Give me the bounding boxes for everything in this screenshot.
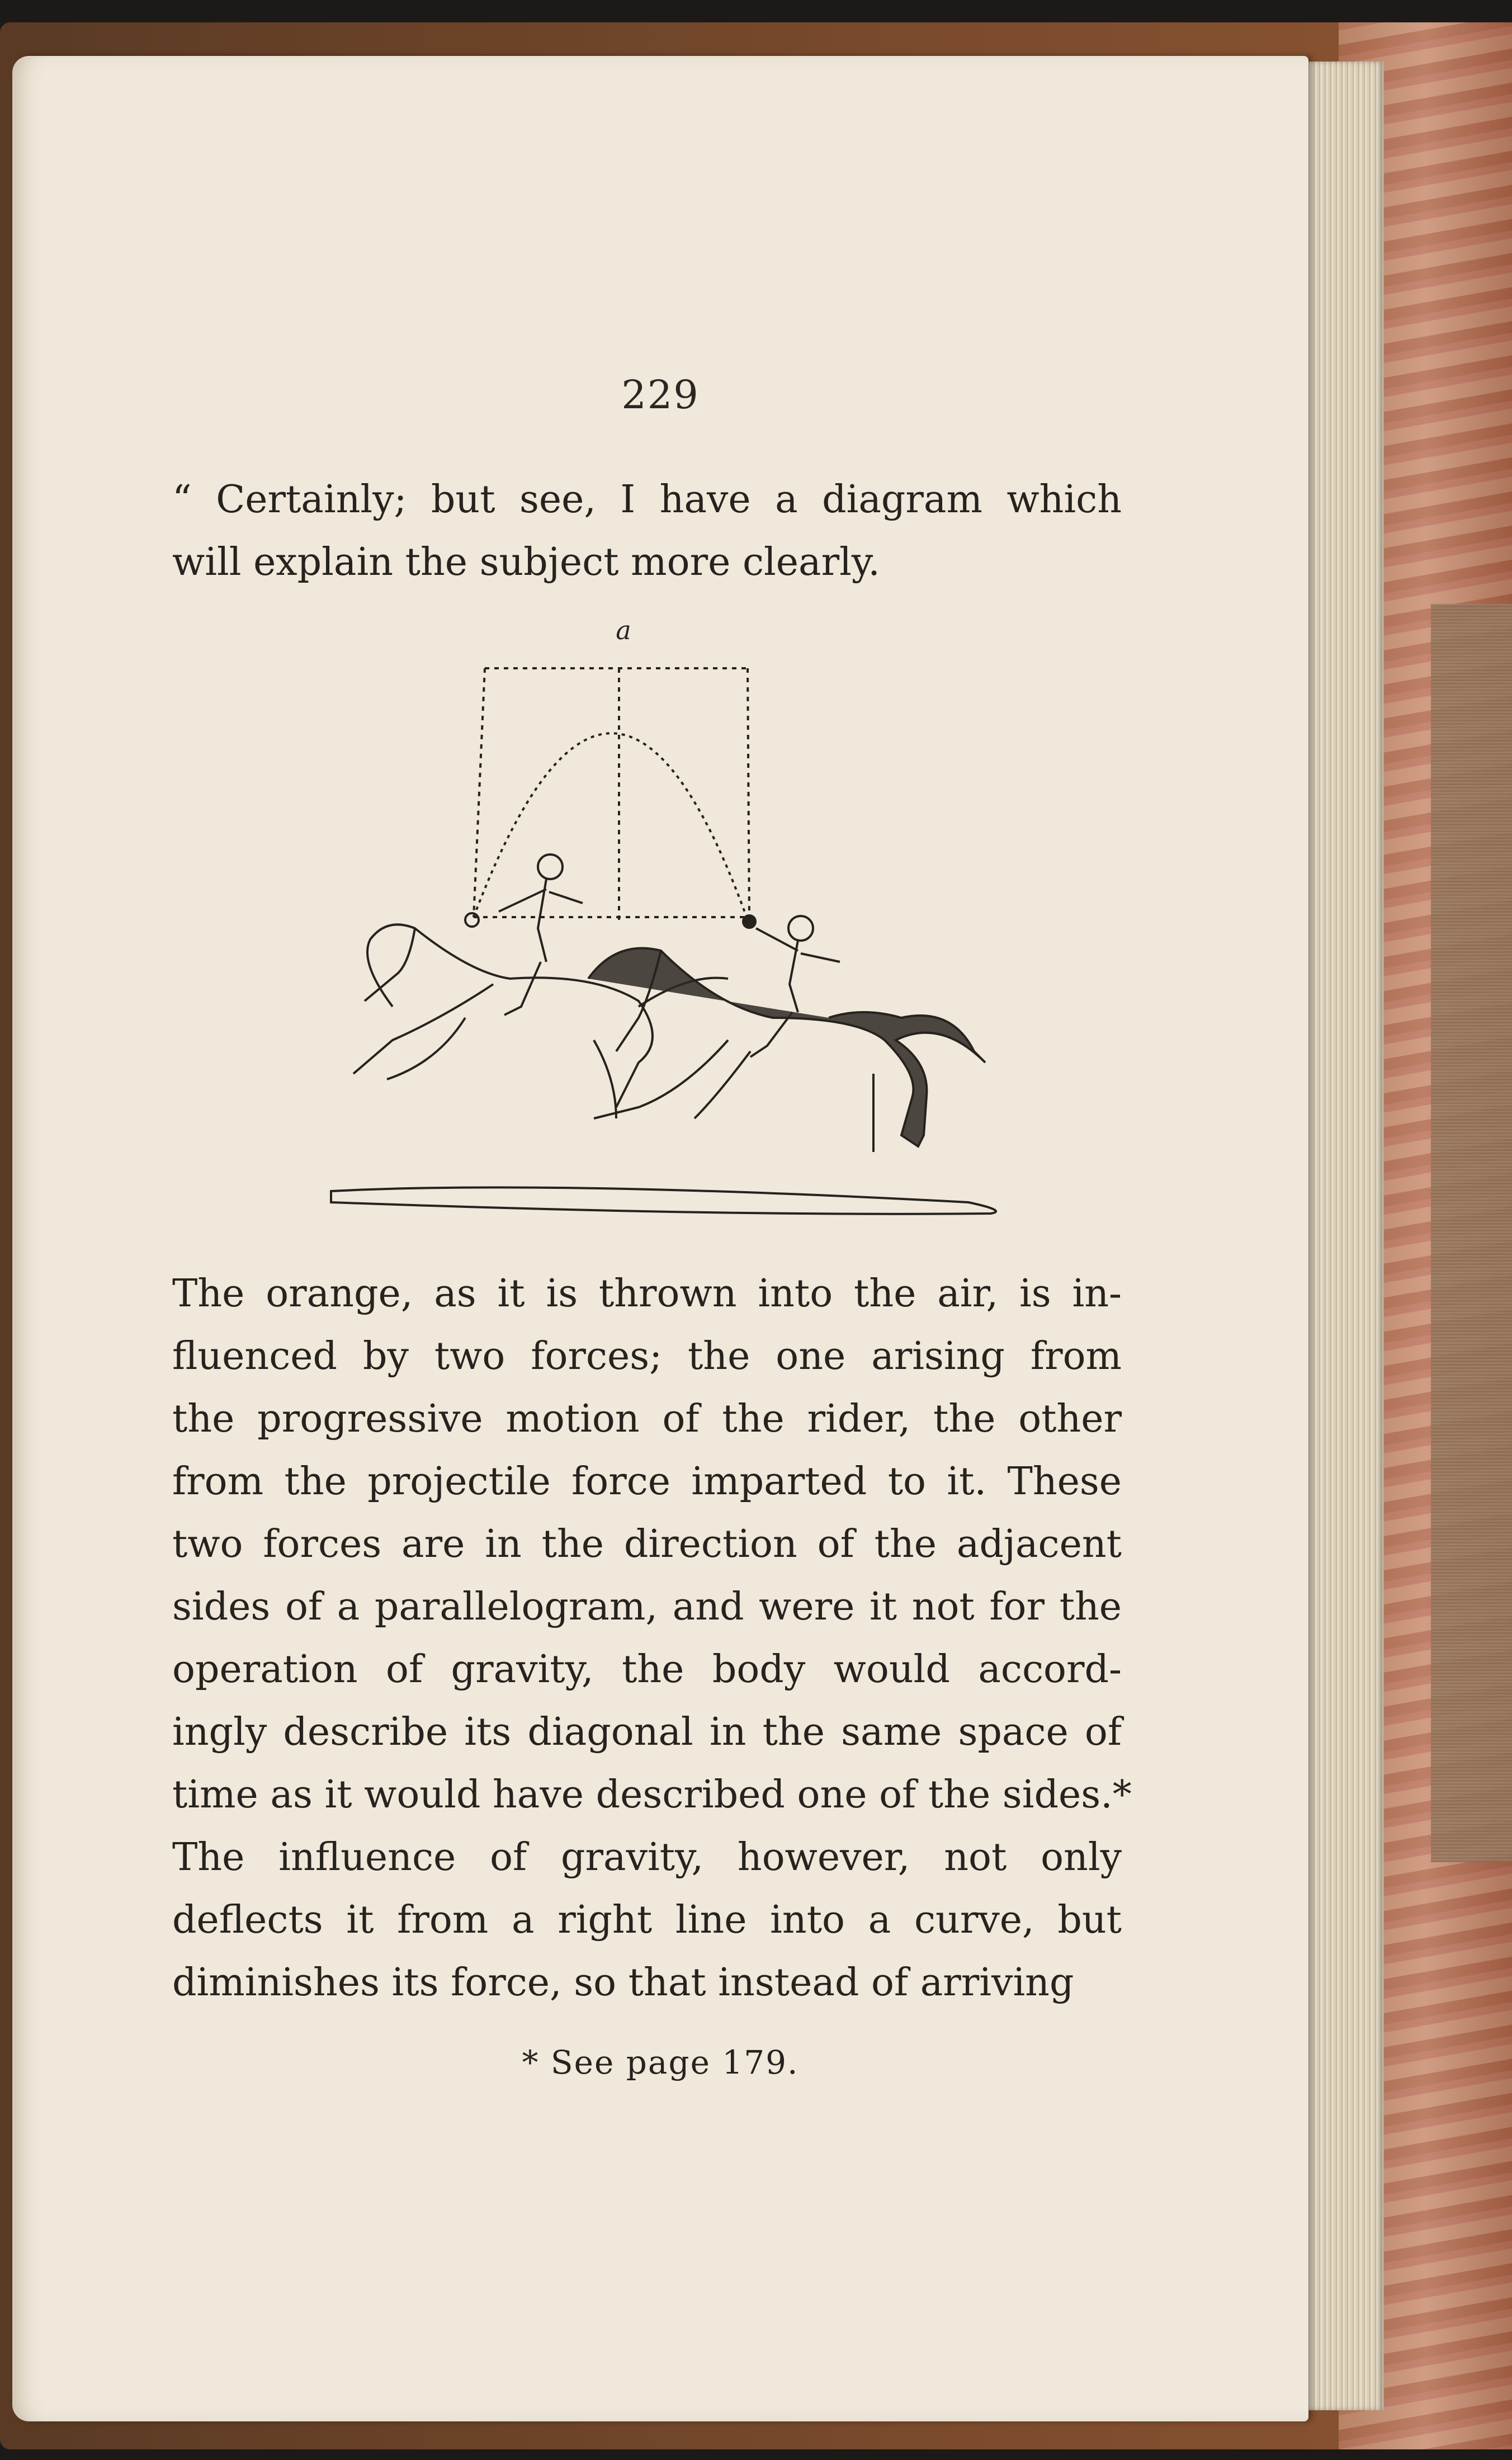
text-line: operation of gravity, the body would accord-: [172, 1647, 1122, 1692]
horse-riders-parabola-illustration: [325, 615, 1024, 1241]
text-line: two forces are in the direction of the adjacent: [172, 1522, 1122, 1566]
ground-line-icon: [331, 1187, 996, 1214]
text-line: fluenced by two forces; the one arising from: [172, 1334, 1122, 1378]
text-line: The orange, as it is thrown into the air, is in-: [172, 1272, 1122, 1316]
text-line: from the projectile force imparted to it. These: [172, 1460, 1122, 1504]
text-line: sides of a parallelogram, and were it not for the: [172, 1585, 1122, 1629]
footnote: * See page 179.: [522, 2043, 799, 2081]
parabola-curve: [474, 733, 748, 920]
text-line: ingly describe its diagonal in the same space of: [172, 1710, 1122, 1754]
text-line: The influence of gravity, however, not only: [172, 1835, 1122, 1880]
page-edges: [1306, 62, 1384, 2410]
paragraph-main: [172, 1263, 1132, 2014]
figure-label: a: [616, 615, 631, 645]
text-line: “ Certainly; but see, I have a diagram which: [172, 478, 1122, 522]
text-line: the progressive motion of the rider, the other: [172, 1397, 1122, 1441]
text-line: time as it would have described one of the sides.*: [172, 1773, 1132, 1817]
orange-end-icon: [743, 915, 755, 928]
paragraph-intro: [172, 469, 1122, 594]
right-dotted-line: [748, 668, 749, 917]
text-line: will explain the subject more clearly.: [172, 540, 880, 584]
text-line: diminishes its force, so that instead of arriving: [172, 1961, 1074, 2005]
left-dotted-line: [474, 668, 485, 917]
orange-start-icon: [465, 913, 479, 927]
dark-horse-rider-icon: [588, 916, 985, 1152]
diagram-svg: [325, 615, 1024, 1241]
cloth-spine-strip: [1431, 604, 1512, 1862]
text-line: deflects it from a right line into a curve, but: [172, 1898, 1122, 1942]
page-number: 229: [621, 372, 700, 418]
book-page: [12, 56, 1308, 2421]
